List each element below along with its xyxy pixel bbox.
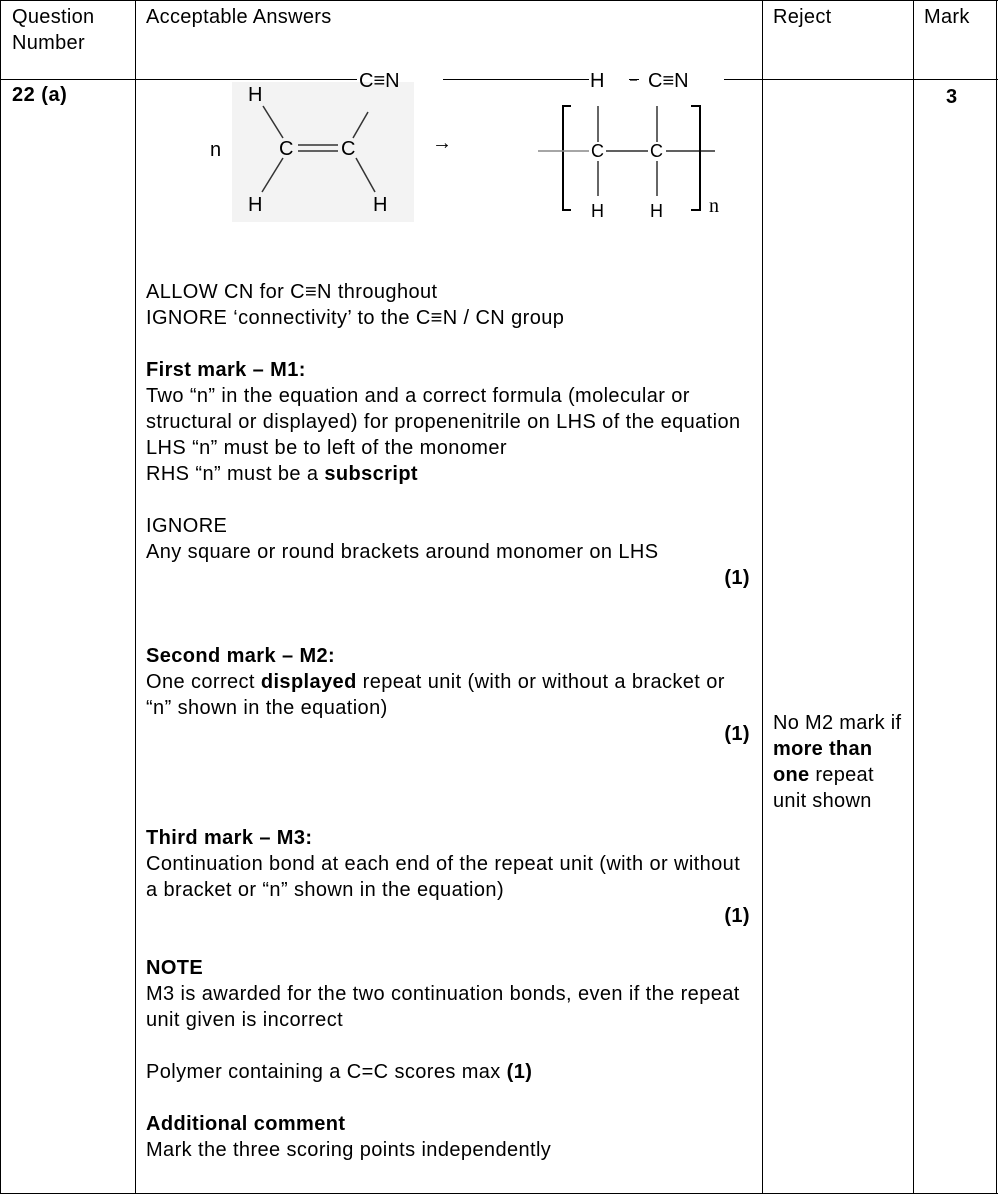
header-reject: Reject — [773, 6, 832, 28]
m3-score: (1) — [724, 905, 750, 927]
header-question-number: Question Number — [12, 6, 95, 54]
monomer-c-left: C — [279, 138, 294, 160]
monomer-h-top: H — [248, 84, 263, 106]
additional-comment-title: Additional comment — [146, 1113, 346, 1135]
note-text: M3 is awarded for the two continuation bonds, even if the repeat unit given is incorrect — [146, 983, 740, 1031]
m1-rhs-rule: RHS “n” must be a subscript — [146, 463, 418, 485]
polymer-h-bottom-right: H — [650, 201, 663, 221]
header-acceptable-answers: Acceptable Answers — [146, 6, 332, 28]
polymer-h-bottom-left: H — [591, 201, 604, 221]
m2-score: (1) — [724, 723, 750, 745]
column-divider-3 — [913, 0, 914, 1194]
table-border-top — [0, 0, 998, 1]
monomer-c-right: C — [341, 138, 356, 160]
m2-criterion: One correct displayed repeat unit (with or without a bracket or “n” shown in the equation) — [146, 671, 725, 719]
answers-block — [146, 279, 750, 1163]
m3-title: Third mark – M3: — [146, 827, 313, 849]
m1-title: First mark – M1: — [146, 359, 306, 381]
polymer-subscript-n: n — [709, 195, 719, 217]
m3-criterion: Continuation bond at each end of the repeat unit (with or without a bracket or “n” shown in the equation) — [146, 853, 741, 901]
allow-note: ALLOW CN for C≡N throughout — [146, 281, 438, 303]
note-title: NOTE — [146, 957, 204, 979]
column-divider-2 — [762, 0, 763, 1194]
ignore-title: IGNORE — [146, 515, 228, 537]
header-mark: Mark — [924, 6, 970, 28]
reaction-arrow: → — [432, 132, 452, 154]
monomer-h-bottom-left: H — [248, 194, 263, 216]
table-border-right — [996, 0, 997, 1194]
monomer-n: n — [210, 139, 222, 161]
reject-text: No M2 mark if more than one repeat unit shown — [773, 712, 902, 812]
ignore-connectivity-note: IGNORE ‘connectivity’ to the C≡N / CN group — [146, 307, 565, 329]
polymer-c-left: C — [591, 141, 604, 161]
m1-score: (1) — [724, 567, 750, 589]
m1-criterion: Two “n” in the equation and a correct formula (molecular or structural or displayed) for propenenitrile on LHS of the equation — [146, 385, 741, 433]
polymer-cn-group: C≡N — [648, 70, 689, 92]
monomer-cn-group: C≡N — [359, 70, 400, 92]
ignore-brackets-note: Any square or round brackets around monomer on LHS — [146, 541, 659, 563]
m1-lhs-rule: LHS “n” must be to left of the monomer — [146, 437, 507, 459]
polymer-h-top: H — [590, 70, 605, 92]
m2-title: Second mark – M2: — [146, 645, 336, 667]
additional-comment-text: Mark the three scoring points independently — [146, 1139, 552, 1161]
monomer-h-bottom-right: H — [373, 194, 388, 216]
question-number: 22 (a) — [12, 84, 68, 106]
polymer-c-right: C — [650, 141, 663, 161]
mark-value: 3 — [946, 86, 958, 108]
polymer-cc-note: Polymer containing a C=C scores max (1) — [146, 1061, 533, 1083]
table-border-bottom — [0, 1193, 998, 1194]
